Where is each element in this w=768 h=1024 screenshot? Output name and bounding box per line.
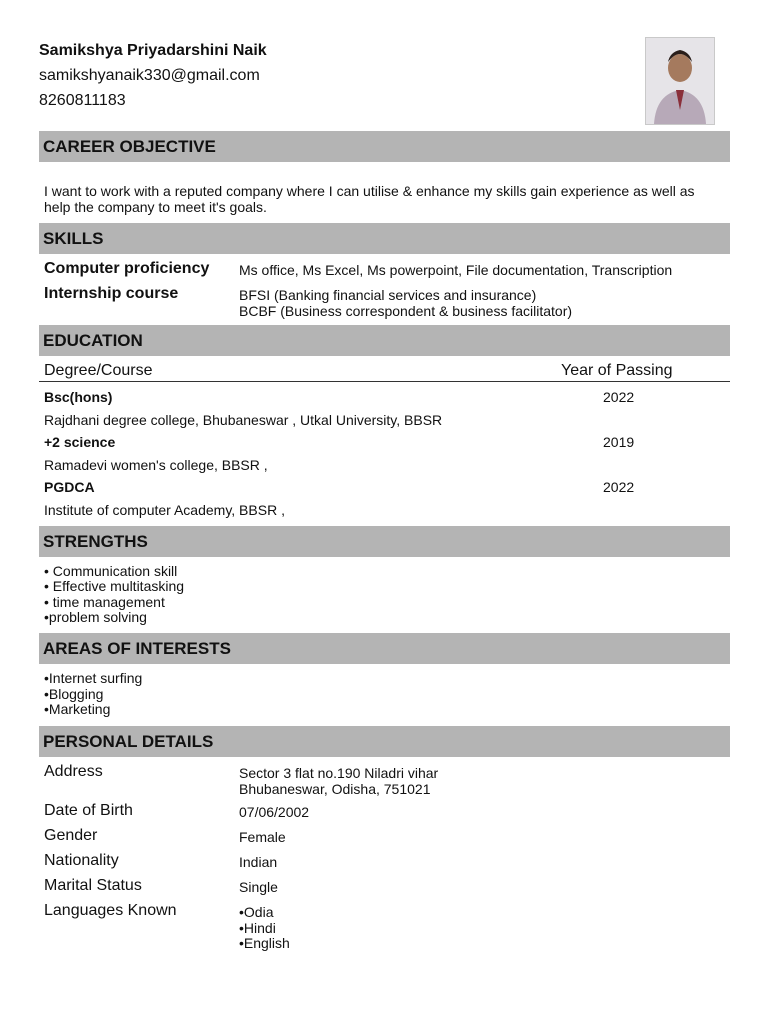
nationality-value: Indian <box>239 854 278 870</box>
education-institution: Ramadevi women's college, BBSR , <box>44 457 268 473</box>
language-item: •Hindi <box>239 920 276 936</box>
skill-value: BCBF (Business correspondent & business facilitator) <box>239 303 573 319</box>
marital-status-value: Single <box>239 879 278 895</box>
dob-value: 07/06/2002 <box>239 804 310 820</box>
section-education <box>39 325 730 356</box>
section-title: SKILLS <box>43 229 104 248</box>
section-strengths <box>39 526 730 557</box>
education-degree: +2 science <box>44 434 116 450</box>
section-title: STRENGTHS <box>43 532 148 551</box>
education-col-year: Year of Passing <box>561 362 673 379</box>
education-header-divider <box>39 381 730 382</box>
strength-item: • Communication skill <box>44 563 178 579</box>
skill-value: BFSI (Banking financial services and insurance) <box>239 287 537 303</box>
objective-line-1: I want to work with a reputed company where I can utilise & enhance my skills gain experience as well as <box>44 183 695 199</box>
strength-item: • time management <box>44 594 165 610</box>
strength-item: •problem solving <box>44 609 147 625</box>
section-title: PERSONAL DETAILS <box>43 732 214 751</box>
section-career-objective <box>39 131 730 162</box>
section-personal-details <box>39 726 730 757</box>
language-item: •Odia <box>239 904 274 920</box>
strength-item: • Effective multitasking <box>44 578 185 594</box>
skill-label: Internship course <box>44 285 179 302</box>
marital-status-label: Marital Status <box>44 877 142 894</box>
education-institution: Institute of computer Academy, BBSR , <box>44 502 285 518</box>
profile-photo-image <box>646 38 714 124</box>
education-year: 2022 <box>603 479 635 495</box>
interest-item: •Blogging <box>44 686 104 702</box>
candidate-phone: 8260811183 <box>39 92 126 109</box>
profile-photo <box>645 37 715 125</box>
section-areas-of-interests <box>39 633 730 664</box>
section-title: EDUCATION <box>43 331 143 350</box>
candidate-email: samikshyanaik330@gmail.com <box>39 67 260 84</box>
education-year: 2019 <box>603 434 635 450</box>
skill-label: Computer proficiency <box>44 260 210 277</box>
gender-label: Gender <box>44 827 98 844</box>
language-item: •English <box>239 935 290 951</box>
education-year: 2022 <box>603 389 635 405</box>
interest-item: •Internet surfing <box>44 670 143 686</box>
section-title: CAREER OBJECTIVE <box>43 137 216 156</box>
education-col-degree: Degree/Course <box>44 362 153 379</box>
candidate-name: Samikshya Priyadarshini Naik <box>39 42 267 59</box>
address-label: Address <box>44 763 103 780</box>
education-degree: Bsc(hons) <box>44 389 113 405</box>
education-degree: PGDCA <box>44 479 95 495</box>
section-title: AREAS OF INTERESTS <box>43 639 231 658</box>
skill-value: Ms office, Ms Excel, Ms powerpoint, File documentation, Transcription <box>239 262 673 278</box>
interest-item: •Marketing <box>44 701 111 717</box>
section-skills <box>39 223 730 254</box>
objective-line-2: help the company to meet it's goals. <box>44 199 267 215</box>
education-institution: Rajdhani degree college, Bhubaneswar , Utkal University, BBSR <box>44 412 443 428</box>
nationality-label: Nationality <box>44 852 119 869</box>
address-line-2: Bhubaneswar, Odisha, 751021 <box>239 781 431 797</box>
languages-label: Languages Known <box>44 902 177 919</box>
gender-value: Female <box>239 829 286 845</box>
dob-label: Date of Birth <box>44 802 133 819</box>
address-line-1: Sector 3 flat no.190 Niladri vihar <box>239 765 439 781</box>
